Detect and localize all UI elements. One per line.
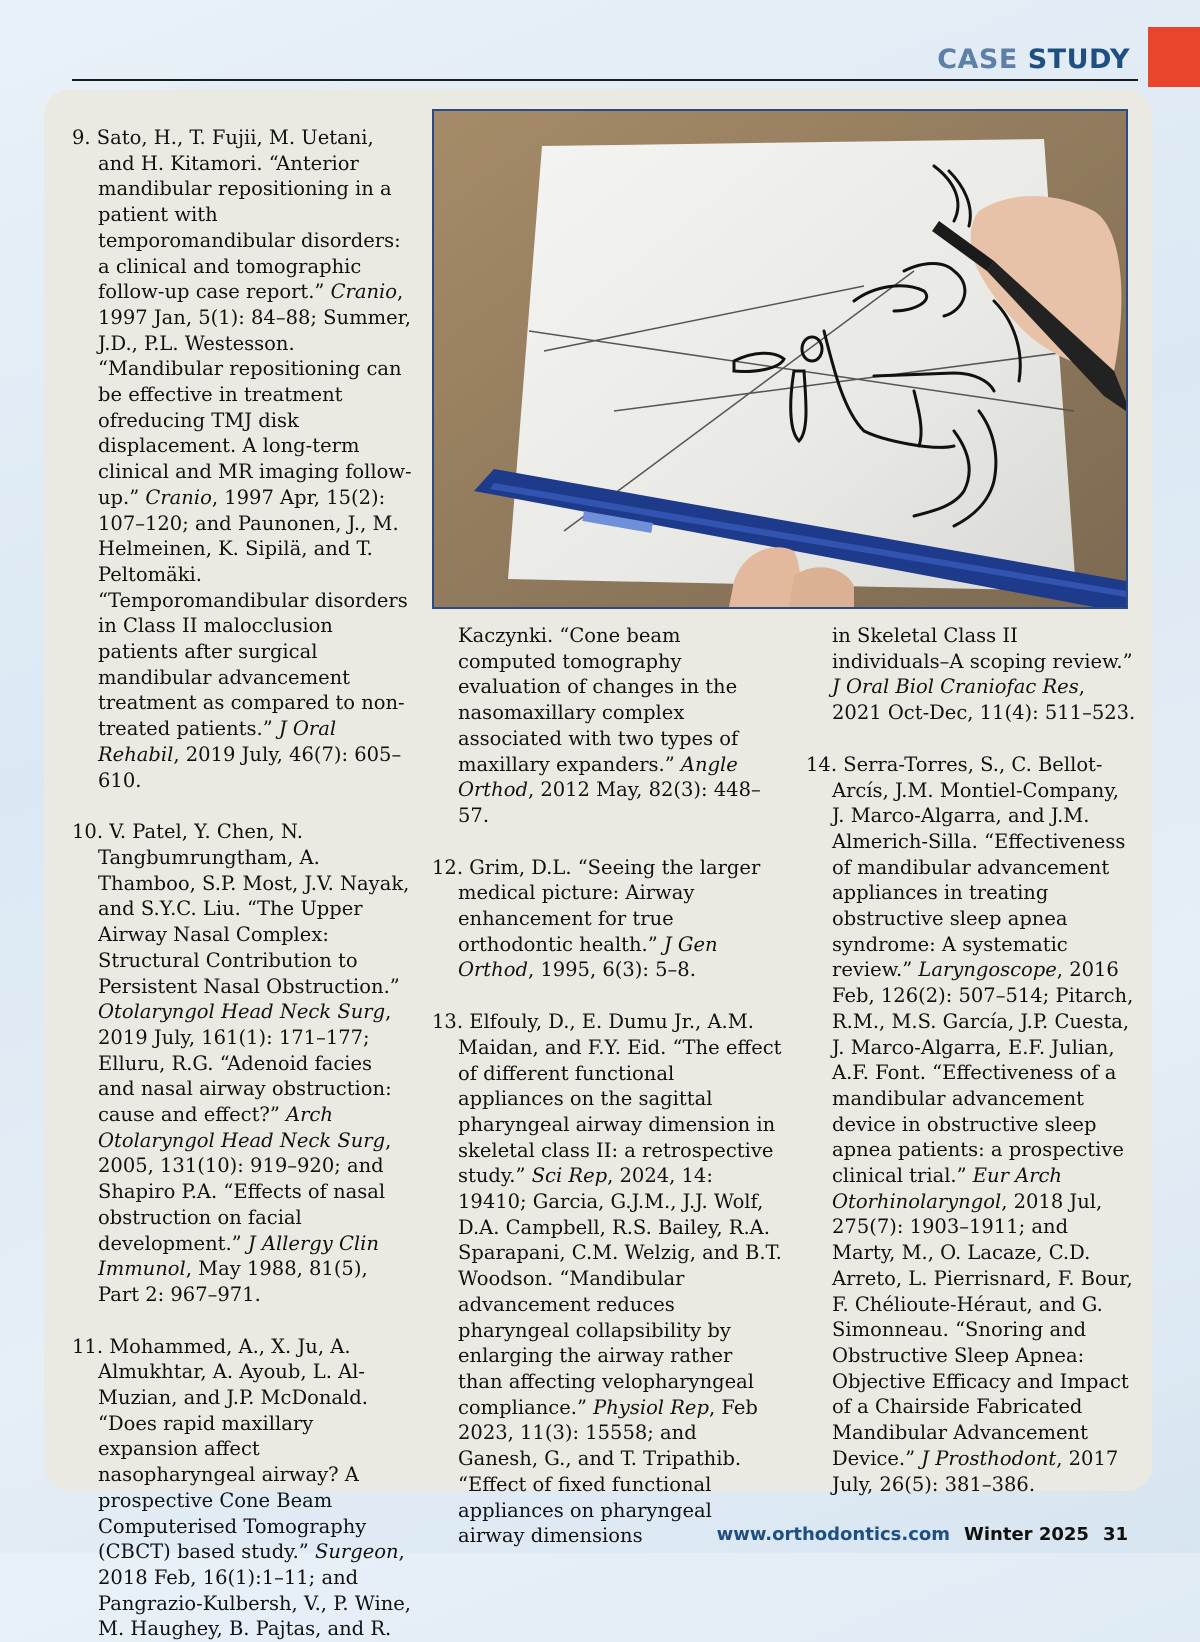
ref-text: 9. Sato, H., T. Fujii, M. Uetani, and H. Kitamori. “Anterior mandibular repositioning in a patient with temporomandibular disorders: a clinical and tomographic follow-up case report.” [72,126,401,304]
section-color-tab [1148,27,1200,87]
ref-text: , 2019 July, 161(1): 171–177; Elluru, R.G. “Adenoid facies and nasal airway obstruction: cause and effect?” [98,1000,392,1127]
ref-journal: Surgeon [314,1540,399,1564]
ref-text: 12. Grim, D.L. “Seeing the larger medical picture: Airway enhancement for true orthodontic health.” [432,855,761,956]
ref-text: , May 1988, 81(5), Part 2: 967–971. [98,1257,368,1306]
section-label [937,44,1130,75]
ref-text: 14. Serra-Torres, S., C. Bellot-Arcís, J.M. Montiel-Company, J. Marco-Algarra, and J.M. Almerich-Silla. “Effectiveness of mandibular advancement appliances in treating obstructive sleep apnea syndrome: A systematic review.” [806,752,1126,982]
references-column-1 [72,125,412,1642]
ref-text: , 2018 Jul, 275(7): 1903–1911; and Marty, M., O. Lacaze, C.D. Arreto, L. Pierrisnard, F. Bour, F. Chélioute-Héraut, and G. Simonneau. “Snoring and Obstructive Sleep Apnea: Objective Efficacy and Impact of a Chairside Fabricated Mandibular Advancement Device.” [832,1189,1133,1470]
footer-url-link[interactable]: www.orthodontics.com [716,1524,951,1545]
section-label-word2: STUDY [1027,44,1130,75]
ref-journal: Cranio [145,485,212,509]
ref-text: , 2024, 14: 19410; Garcia, G.J.M., J.J. Wolf, D.A. Campbell, R.S. Bailey, R.A. Sparapani, C.M. Welzig, and B.T. Woodson. “Mandibular advancement reduces pharyngeal collapsibility by enlarging the airway rather than affecting velopharyngeal compliance.” [458,1164,782,1419]
photo-illustration-icon [434,111,1126,607]
reference-13 [432,1009,782,1549]
ref-text: , 1997 Jan, 5(1): 84–88; Summer, J.D., P.L. Westesson. “Mandibular repositioning can be effective in treatment ofreducing TMJ disk displacement. A long-term clinical and MR imaging follow-up.” [98,280,412,509]
ref-text: Kaczynki. “Cone beam computed tomography evaluation of changes in the nasomaxillary complex associated with two types of maxillary expanders.” [458,624,739,776]
references-column-3 [806,623,1136,1497]
ref-text: , 1997 Apr, 15(2): 107–120; and Paunonen, J., M. Helmeinen, K. Sipilä, and T. Peltomäki. “Temporomandibular disorders in Class II malocclusion patients after surgical mandibular advancement treatment as compared to non-treated patients.” [98,485,408,741]
ref-journal: Otolaryngol Head Neck Surg [98,1000,386,1024]
reference-14 [806,752,1136,1497]
ref-journal: Sci Rep [531,1164,608,1188]
footer-issue: Winter 2025 [964,1524,1089,1545]
ref-text: , 2005, 131(10): 919–920; and Shapiro P.A. “Effects of nasal obstruction on facial development.” [98,1128,392,1255]
ref-text: , 1995, 6(3): 5–8. [527,958,696,982]
ref-journal: Cranio [330,280,397,304]
ref-journal: J Prosthodont [921,1446,1057,1470]
ref-text: 13. Elfouly, D., E. Dumu Jr., A.M. Maidan, and F.Y. Eid. “The effect of different functional appliances on the sagittal pharyngeal airway dimension in skeletal class II: a retrospective study.” [432,1010,782,1188]
ref-text: , Feb 2023, 11(3): 15558; and Ganesh, G., and T. Tripathib. “Effect of fixed functional appliances on pharyngeal airway dimensions [458,1395,758,1548]
cephalometric-tracing-photo [432,109,1128,609]
ref-journal: Arch Otolaryngol Head Neck Surg [98,1103,386,1152]
ref-journal: J Oral Rehabil [98,717,337,766]
page-number: 31 [1102,1524,1128,1545]
page-footer [717,1524,1128,1545]
ref-journal: J Gen Orthod [458,932,718,982]
reference-11-continued [432,623,782,829]
ref-text: 10. V. Patel, Y. Chen, N. Tangbumrungtham, A. Thamboo, S.P. Most, J.V. Nayak, and S.Y.C. Liu. “The Upper Airway Nasal Complex: Structural Contribution to Persistent Nasal Obstruction.” [72,820,410,998]
section-label-word1: CASE [937,44,1018,75]
ref-journal: Angle Orthod [458,752,738,802]
reference-13-continued [806,623,1136,726]
header-rule [72,79,1138,81]
references-column-2 [432,623,782,1549]
reference-11 [72,1334,412,1642]
ref-text: 11. Mohammed, A., X. Ju, A. Almukhtar, A. Ayoub, L. Al-Muzian, and J.P. McDonald. “Does rapid maxillary expansion affect nasopharyngeal airway? A prospective Cone Beam Computerised Tomography (CBCT) based study.” [72,1334,368,1564]
ref-text: , 2016 Feb, 126(2): 507–514; Pitarch, R.M., M.S. García, J.P. Cuesta, J. Marco-Algarra, E.F. Julian, A.F. Font. “Effectiveness of a mandibular advancement device in obstructive sleep apnea patients: a prospective clinical trial.” [832,958,1134,1188]
reference-10 [72,819,412,1307]
ref-journal: J Oral Biol Craniofac Res [832,675,1079,699]
ref-journal: Laryngoscope [918,958,1057,982]
ref-text: in Skeletal Class II individuals–A scoping review.” [832,624,1133,673]
ref-journal: Eur Arch Otorhinolaryngol [832,1164,1062,1213]
ref-text: , 2018 Feb, 16(1):1–11; and Pangrazio-Kulbersh, V., P. Wine, M. Haughey, B. Pajtas, and R. [98,1540,412,1641]
ref-journal: Physiol Rep [593,1395,709,1419]
ref-text: , 2012 May, 82(3): 448–57. [458,778,761,827]
ref-journal: J Allergy Clin Immunol [98,1231,379,1281]
reference-9 [72,125,412,793]
reference-12 [432,855,782,984]
ref-text: , 2019 July, 46(7): 605–610. [98,742,402,792]
ref-text: , 2017 July, 26(5): 381–386. [832,1446,1119,1496]
ref-text: , 2021 Oct-Dec, 11(4): 511–523. [832,675,1136,725]
